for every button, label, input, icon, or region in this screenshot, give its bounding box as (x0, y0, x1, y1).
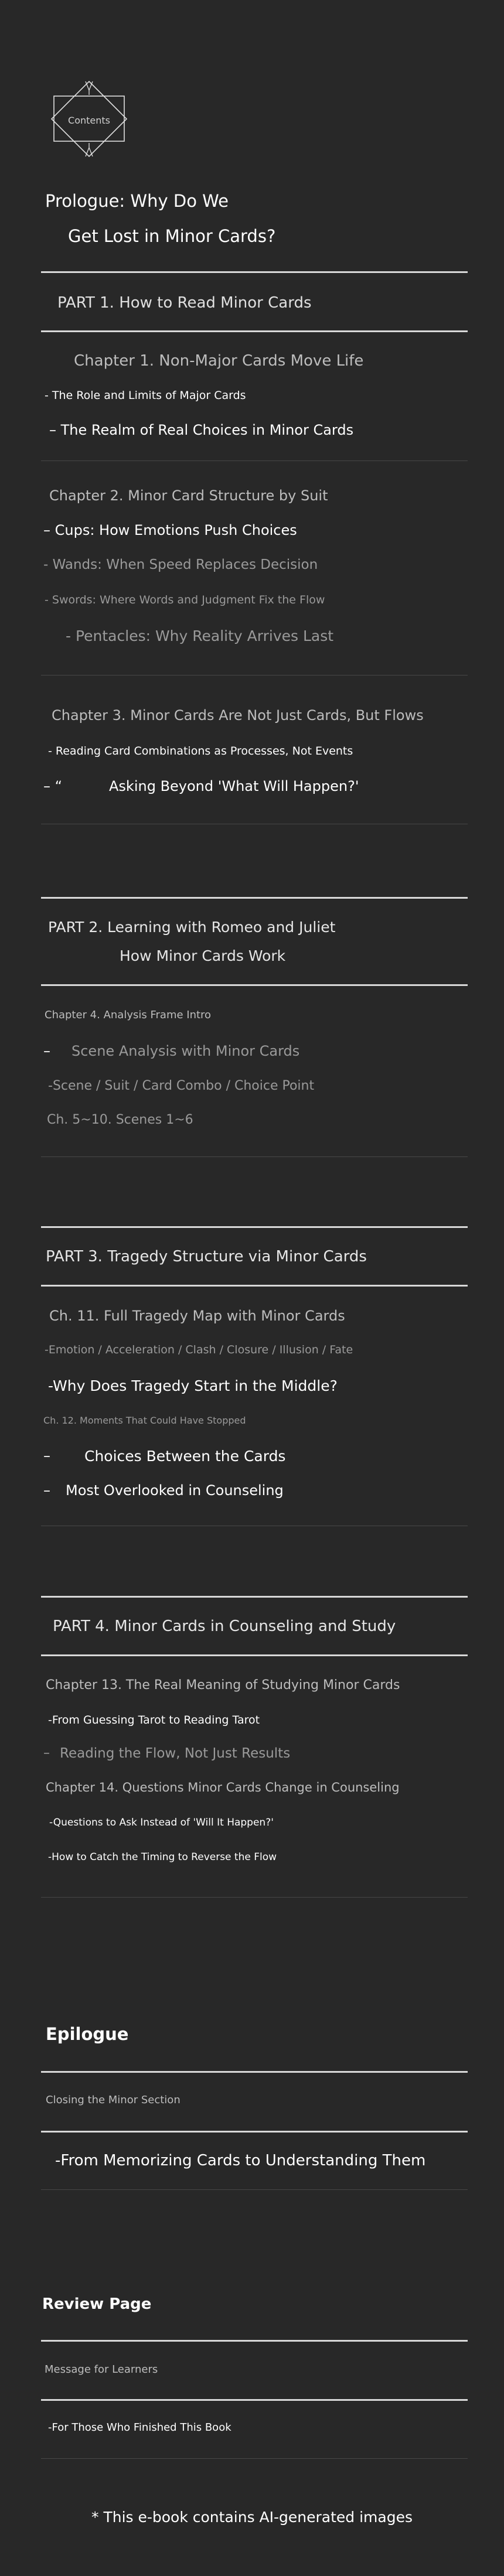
divider (41, 1596, 468, 1598)
ch12-item-1[interactable]: Choices Between the Cards (84, 1448, 286, 1465)
review-title[interactable]: Review Page (42, 2295, 152, 2313)
ch13-item-2[interactable]: Reading the Flow, Not Just Results (60, 1746, 291, 1761)
divider (41, 897, 468, 899)
separator (41, 1897, 468, 1898)
divider (41, 1226, 468, 1228)
separator (41, 2458, 468, 2459)
review-subtitle: Message for Learners (45, 2363, 158, 2376)
divider (41, 271, 468, 273)
divider (41, 2340, 468, 2342)
ch12-item-2[interactable]: Most Overlooked in Counseling (66, 1482, 284, 1499)
prologue-line2[interactable]: Get Lost in Minor Cards? (68, 226, 276, 246)
prologue-line1[interactable]: Prologue: Why Do We (45, 191, 229, 211)
epilogue-subtitle: Closing the Minor Section (46, 2094, 181, 2106)
part1-title[interactable]: PART 1. How to Read Minor Cards (57, 294, 312, 312)
ch4-title[interactable]: Chapter 4. Analysis Frame Intro (45, 1009, 212, 1021)
part2-item-1[interactable]: Scene Analysis with Minor Cards (71, 1043, 300, 1059)
ch13-item-1[interactable]: -From Guessing Tarot to Reading Tarot (48, 1714, 260, 1727)
footer-note: * This e-book contains AI-generated images (91, 2509, 413, 2526)
part2-item-1-prefix: – (43, 1043, 50, 1059)
ch13-item-2-prefix: – (43, 1746, 50, 1760)
ch1-item-2[interactable]: – The Realm of Real Choices in Minor Cards (49, 422, 354, 438)
ch11-item[interactable]: -Why Does Tragedy Start in the Middle? (48, 1377, 338, 1394)
ch11-title[interactable]: Ch. 11. Full Tragedy Map with Minor Cards (49, 1308, 345, 1324)
ch1-item-1[interactable]: - The Role and Limits of Major Cards (45, 389, 246, 402)
part2-item-3[interactable]: Ch. 5~10. Scenes 1~6 (47, 1113, 193, 1127)
review-item[interactable]: -For Those Who Finished This Book (48, 2421, 231, 2434)
ch2-title[interactable]: Chapter 2. Minor Card Structure by Suit (49, 487, 328, 504)
ch12-item-2-prefix: – (43, 1482, 50, 1499)
contents-emblem (48, 80, 130, 162)
part2-title-line2[interactable]: How Minor Cards Work (120, 947, 286, 964)
separator (41, 2189, 468, 2190)
divider (41, 1654, 468, 1656)
ch13-title[interactable]: Chapter 13. The Real Meaning of Studying Minor Cards (46, 1678, 400, 1693)
divider (41, 984, 468, 986)
ch1-title[interactable]: Chapter 1. Non-Major Cards Move Life (74, 352, 364, 370)
ch14-item-1[interactable]: -Questions to Ask Instead of 'Will It Happen?' (49, 1817, 274, 1828)
ch2-item-wands[interactable]: - Wands: When Speed Replaces Decision (43, 557, 318, 572)
ch2-item-pentacles[interactable]: - Pentacles: Why Reality Arrives Last (66, 627, 334, 644)
ch3-title[interactable]: Chapter 3. Minor Cards Are Not Just Cards, But Flows (52, 707, 424, 724)
ch3-item-2-prefix: – “ (43, 778, 63, 794)
part2-item-2[interactable]: -Scene / Suit / Card Combo / Choice Point (48, 1079, 315, 1093)
part4-title[interactable]: PART 4. Minor Cards in Counseling and Study (53, 1618, 396, 1635)
ch14-title[interactable]: Chapter 14. Questions Minor Cards Change in Counseling (46, 1780, 400, 1794)
contents-label: Contents (68, 115, 110, 126)
separator (41, 460, 468, 461)
divider (41, 2071, 468, 2073)
ch2-item-cups[interactable]: – Cups: How Emotions Push Choices (43, 522, 297, 538)
epilogue-title[interactable]: Epilogue (46, 2024, 129, 2044)
separator (41, 1156, 468, 1157)
divider (41, 330, 468, 332)
part3-title[interactable]: PART 3. Tragedy Structure via Minor Cards (46, 1248, 367, 1265)
ch3-item-1[interactable]: - Reading Card Combinations as Processes, Not Events (48, 745, 353, 758)
ch3-item-2[interactable]: Asking Beyond 'What Will Happen?' (109, 778, 359, 794)
ch11-subtitle: -Emotion / Acceleration / Clash / Closure / Illusion / Fate (45, 1343, 353, 1356)
ch14-item-2[interactable]: -How to Catch the Timing to Reverse the Flow (48, 1851, 277, 1863)
ch12-title[interactable]: Ch. 12. Moments That Could Have Stopped (43, 1415, 246, 1426)
ch2-item-swords[interactable]: - Swords: Where Words and Judgment Fix the Flow (45, 593, 325, 606)
ch12-item-1-prefix: – (43, 1448, 50, 1464)
part2-title-line1[interactable]: PART 2. Learning with Romeo and Juliet (48, 919, 336, 936)
divider (41, 1285, 468, 1287)
divider (41, 2131, 468, 2133)
epilogue-item[interactable]: -From Memorizing Cards to Understanding Them (55, 2152, 426, 2169)
divider (41, 2399, 468, 2401)
